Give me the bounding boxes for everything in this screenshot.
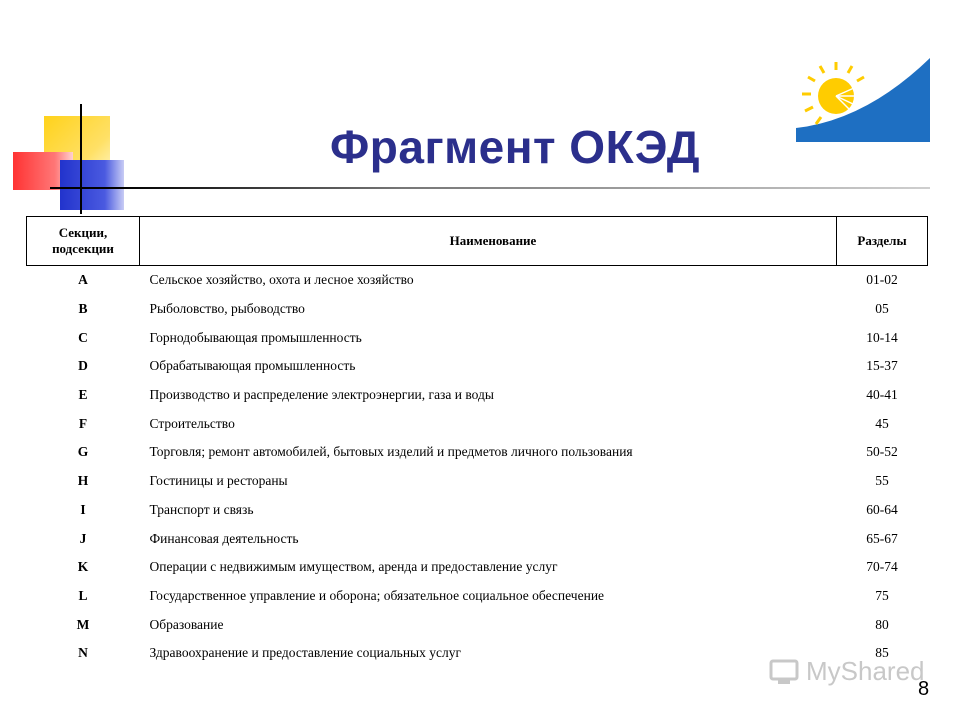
watermark-text: MyShared bbox=[806, 656, 925, 686]
table-row bbox=[27, 323, 928, 352]
decor-horizontal-line bbox=[50, 187, 930, 189]
table-row bbox=[27, 381, 928, 410]
table-row bbox=[27, 266, 928, 295]
section-name: Строительство bbox=[149, 415, 235, 431]
section-divisions: 55 bbox=[875, 473, 889, 489]
header-code: Секции, подсекции bbox=[27, 217, 140, 266]
section-name: Финансовая деятельность bbox=[149, 530, 299, 546]
table-header-row bbox=[27, 217, 928, 266]
section-divisions: 85 bbox=[875, 645, 889, 661]
section-divisions: 15-37 bbox=[866, 358, 898, 374]
section-code: F bbox=[78, 415, 88, 431]
section-name: Торговля; ремонт автомобилей, бытовых изделий и предметов личного пользования bbox=[149, 444, 633, 460]
section-name: Операции с недвижимым имуществом, аренда и предоставление услуг bbox=[149, 559, 558, 575]
section-code: D bbox=[78, 358, 88, 374]
section-code: J bbox=[79, 530, 87, 546]
section-code: K bbox=[77, 559, 89, 575]
section-name: Транспорт и связь bbox=[149, 501, 254, 517]
section-divisions: 40-41 bbox=[866, 387, 898, 403]
section-name: Сельское хозяйство, охота и лесное хозяйство bbox=[149, 272, 414, 288]
slide-title: Фрагмент ОКЭД bbox=[330, 121, 701, 173]
section-divisions: 45 bbox=[875, 415, 889, 431]
table-row bbox=[27, 352, 928, 381]
myshared-watermark bbox=[768, 656, 925, 687]
table-row bbox=[27, 524, 928, 553]
section-code: E bbox=[78, 387, 88, 403]
header-divisions: Разделы bbox=[837, 217, 928, 266]
section-code: C bbox=[78, 329, 88, 345]
table-row bbox=[27, 553, 928, 582]
table-row bbox=[27, 582, 928, 611]
section-code: N bbox=[78, 645, 88, 661]
section-name: Гостиницы и рестораны bbox=[149, 473, 288, 489]
page-number: 8 bbox=[918, 678, 930, 700]
section-name: Государственное управление и оборона; обязательное социальное обеспечение bbox=[149, 587, 605, 603]
table-row bbox=[27, 467, 928, 496]
section-divisions: 70-74 bbox=[866, 559, 898, 575]
section-divisions: 80 bbox=[875, 616, 889, 632]
table-row bbox=[27, 438, 928, 467]
section-name: Горнодобывающая промышленность bbox=[149, 329, 362, 345]
statistics-agency-sun-logo-icon bbox=[796, 58, 930, 142]
section-code: A bbox=[78, 272, 88, 288]
section-code: M bbox=[76, 616, 90, 632]
section-code: H bbox=[77, 473, 89, 489]
section-divisions: 05 bbox=[875, 301, 889, 317]
section-divisions: 01-02 bbox=[866, 272, 898, 288]
decor-vertical-line bbox=[80, 104, 82, 214]
table-row bbox=[27, 610, 928, 639]
section-code: I bbox=[80, 501, 86, 517]
section-name: Здравоохранение и предоставление социальных услуг bbox=[149, 645, 462, 661]
table-row bbox=[27, 496, 928, 525]
section-divisions: 10-14 bbox=[866, 329, 898, 345]
table-row bbox=[27, 295, 928, 324]
section-name: Рыболовство, рыбоводство bbox=[149, 301, 305, 317]
section-name: Образование bbox=[149, 616, 224, 632]
section-code: L bbox=[78, 587, 88, 603]
table-row bbox=[27, 409, 928, 438]
section-code: G bbox=[77, 444, 89, 460]
section-name: Обрабатывающая промышленность bbox=[149, 358, 356, 374]
myshared-logo-icon bbox=[768, 657, 802, 687]
okved-table bbox=[26, 216, 928, 668]
section-name: Производство и распределение электроэнергии, газа и воды bbox=[149, 387, 494, 403]
section-divisions: 75 bbox=[875, 587, 889, 603]
section-divisions: 50-52 bbox=[866, 444, 898, 460]
section-divisions: 65-67 bbox=[866, 530, 898, 546]
section-divisions: 60-64 bbox=[866, 501, 898, 517]
decor-blue-square bbox=[60, 160, 124, 210]
section-code: B bbox=[78, 301, 88, 317]
header-name: Наименование bbox=[140, 217, 837, 266]
